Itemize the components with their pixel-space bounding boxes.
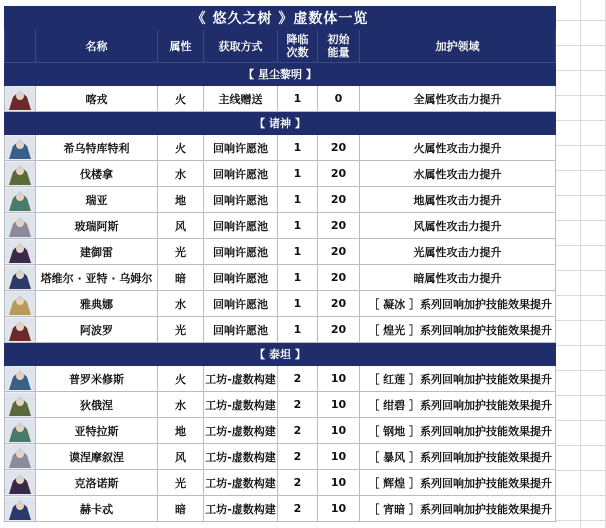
- cell-acquire: 工坊-虚数构建: [204, 470, 278, 496]
- cell-domain: ［ 钢地 ］系列回响加护技能效果提升: [360, 418, 556, 444]
- cell-acquire: 工坊-虚数构建: [204, 496, 278, 522]
- cell-domain: ［ 宵暗 ］系列回响加护技能效果提升: [360, 496, 556, 522]
- table-row: [5, 291, 556, 317]
- cell-name: 雅典娜: [36, 291, 158, 317]
- cell-name: 喀戎: [36, 86, 158, 112]
- cell-energy: 20: [318, 239, 360, 265]
- cell-acquire: 主线赠送: [204, 86, 278, 112]
- table-row: [5, 392, 556, 418]
- section-label: 【 星尘黎明 】: [5, 63, 556, 86]
- cell-domain: 暗属性攻击力提升: [360, 265, 556, 291]
- sheet-gridline: [556, 320, 606, 321]
- cell-acquire: 回响许愿池: [204, 239, 278, 265]
- character-portrait-icon: [5, 419, 35, 442]
- sheet-gridline: [556, 245, 606, 246]
- cell-name: 伐楼拿: [36, 161, 158, 187]
- table-row: [5, 135, 556, 161]
- cell-descend: 2: [278, 418, 318, 444]
- cell-acquire: 回响许愿池: [204, 213, 278, 239]
- cell-name: 玻瑞阿斯: [36, 213, 158, 239]
- cell-attribute: 水: [158, 291, 204, 317]
- cell-energy: 10: [318, 418, 360, 444]
- avatar: [5, 496, 36, 522]
- cell-attribute: 光: [158, 317, 204, 343]
- character-portrait-icon: [5, 471, 35, 494]
- cell-attribute: 暗: [158, 265, 204, 291]
- cell-acquire: 工坊-虚数构建: [204, 392, 278, 418]
- cell-domain: ［ 暴风 ］系列回响加护技能效果提升: [360, 444, 556, 470]
- cell-name: 亚特拉斯: [36, 418, 158, 444]
- cell-descend: 1: [278, 161, 318, 187]
- avatar: [5, 265, 36, 291]
- cell-acquire: 回响许愿池: [204, 161, 278, 187]
- sheet-gridline: [556, 20, 606, 21]
- avatar: [5, 291, 36, 317]
- table-row: [5, 86, 556, 112]
- avatar: [5, 135, 36, 161]
- sheet-gridline: [556, 420, 606, 421]
- sheet-gridline: [580, 0, 581, 528]
- avatar: [5, 392, 36, 418]
- section-row: [5, 63, 556, 86]
- cell-energy: 20: [318, 317, 360, 343]
- cell-descend: 2: [278, 392, 318, 418]
- cell-domain: 全属性攻击力提升: [360, 86, 556, 112]
- header-avatar: [5, 30, 36, 63]
- cell-name: 狄俄涅: [36, 392, 158, 418]
- cell-domain: 火属性攻击力提升: [360, 135, 556, 161]
- avatar: [5, 418, 36, 444]
- character-portrait-icon: [5, 214, 35, 237]
- cell-descend: 1: [278, 187, 318, 213]
- avatar: [5, 470, 36, 496]
- sheet-gridline: [556, 495, 606, 496]
- avatar: [5, 444, 36, 470]
- table-row: [5, 366, 556, 392]
- cell-energy: 10: [318, 496, 360, 522]
- sheet-gridline: [556, 145, 606, 146]
- cell-descend: 2: [278, 470, 318, 496]
- cell-descend: 1: [278, 213, 318, 239]
- cell-name: 克洛诺斯: [36, 470, 158, 496]
- cell-domain: 光属性攻击力提升: [360, 239, 556, 265]
- cell-name: 塔维尔 · 亚特 · 乌姆尔: [36, 265, 158, 291]
- cell-attribute: 火: [158, 366, 204, 392]
- cell-acquire: 回响许愿池: [204, 291, 278, 317]
- character-portrait-icon: [5, 136, 35, 159]
- cell-descend: 1: [278, 265, 318, 291]
- title-row: [5, 7, 556, 30]
- cell-domain: 水属性攻击力提升: [360, 161, 556, 187]
- header-attribute: 属性: [158, 30, 204, 63]
- cell-domain: ［ 绀碧 ］系列回响加护技能效果提升: [360, 392, 556, 418]
- cell-descend: 1: [278, 239, 318, 265]
- cell-domain: ［ 凝冰 ］系列回响加护技能效果提升: [360, 291, 556, 317]
- cell-energy: 0: [318, 86, 360, 112]
- cell-attribute: 风: [158, 213, 204, 239]
- sheet-gridline: [556, 345, 606, 346]
- cell-name: 阿波罗: [36, 317, 158, 343]
- sheet-gridline: [556, 520, 606, 521]
- cell-energy: 10: [318, 392, 360, 418]
- cell-energy: 10: [318, 470, 360, 496]
- table-row: [5, 239, 556, 265]
- sheet-gridline: [556, 395, 606, 396]
- header-descend: 降临次数: [278, 30, 318, 63]
- cell-energy: 10: [318, 444, 360, 470]
- sheet-gridline: [556, 95, 606, 96]
- sheet-gridline: [556, 445, 606, 446]
- cell-descend: 1: [278, 86, 318, 112]
- avatar: [5, 317, 36, 343]
- cell-energy: 20: [318, 213, 360, 239]
- cell-energy: 20: [318, 161, 360, 187]
- cell-domain: 风属性攻击力提升: [360, 213, 556, 239]
- cell-acquire: 回响许愿池: [204, 317, 278, 343]
- cell-energy: 20: [318, 265, 360, 291]
- sheet-gridline: [556, 45, 606, 46]
- avatar: [5, 187, 36, 213]
- cell-attribute: 暗: [158, 496, 204, 522]
- avatar: [5, 239, 36, 265]
- avatar: [5, 161, 36, 187]
- cell-descend: 1: [278, 135, 318, 161]
- sheet-gridline: [556, 70, 606, 71]
- cell-acquire: 回响许愿池: [204, 135, 278, 161]
- sheet-gridline: [556, 370, 606, 371]
- character-portrait-icon: [5, 188, 35, 211]
- cell-attribute: 火: [158, 135, 204, 161]
- cell-energy: 10: [318, 366, 360, 392]
- cell-name: 赫卡忒: [36, 496, 158, 522]
- table-row: [5, 213, 556, 239]
- header-acquire: 获取方式: [204, 30, 278, 63]
- cell-descend: 2: [278, 366, 318, 392]
- section-row: [5, 343, 556, 366]
- table-row: [5, 444, 556, 470]
- section-row: [5, 112, 556, 135]
- sheet-gridline: [556, 170, 606, 171]
- cell-energy: 20: [318, 291, 360, 317]
- imaginary-body-table: [4, 6, 556, 522]
- section-label: 【 泰坦 】: [5, 343, 556, 366]
- cell-attribute: 光: [158, 239, 204, 265]
- cell-acquire: 工坊-虚数构建: [204, 366, 278, 392]
- cell-domain: 地属性攻击力提升: [360, 187, 556, 213]
- sheet-gridline: [556, 220, 606, 221]
- cell-name: 谟涅摩叙涅: [36, 444, 158, 470]
- cell-attribute: 水: [158, 161, 204, 187]
- table-row: [5, 317, 556, 343]
- cell-acquire: 工坊-虚数构建: [204, 444, 278, 470]
- character-portrait-icon: [5, 445, 35, 468]
- sheet-gridline: [556, 295, 606, 296]
- section-label: 【 诸神 】: [5, 112, 556, 135]
- cell-descend: 2: [278, 496, 318, 522]
- header-energy: 初始能量: [318, 30, 360, 63]
- cell-domain: ［ 红莲 ］系列回响加护技能效果提升: [360, 366, 556, 392]
- header-domain: 加护领域: [360, 30, 556, 63]
- character-portrait-icon: [5, 393, 35, 416]
- character-portrait-icon: [5, 162, 35, 185]
- character-portrait-icon: [5, 87, 35, 110]
- header-row: [5, 30, 556, 63]
- character-portrait-icon: [5, 367, 35, 390]
- avatar: [5, 366, 36, 392]
- sheet-gridline: [556, 270, 606, 271]
- cell-name: 普罗米修斯: [36, 366, 158, 392]
- table-row: [5, 418, 556, 444]
- cell-domain: ［ 煌光 ］系列回响加护技能效果提升: [360, 317, 556, 343]
- cell-acquire: 回响许愿池: [204, 265, 278, 291]
- sheet-gridline: [556, 120, 606, 121]
- character-portrait-icon: [5, 292, 35, 315]
- character-portrait-icon: [5, 266, 35, 289]
- character-portrait-icon: [5, 240, 35, 263]
- cell-descend: 2: [278, 444, 318, 470]
- cell-descend: 1: [278, 291, 318, 317]
- cell-attribute: 风: [158, 444, 204, 470]
- cell-domain: ［ 辉煌 ］系列回响加护技能效果提升: [360, 470, 556, 496]
- table-row: [5, 161, 556, 187]
- cell-attribute: 光: [158, 470, 204, 496]
- sheet-gridline: [556, 470, 606, 471]
- table-row: [5, 265, 556, 291]
- cell-energy: 20: [318, 187, 360, 213]
- cell-energy: 20: [318, 135, 360, 161]
- cell-name: 希乌特库特利: [36, 135, 158, 161]
- cell-name: 瑞亚: [36, 187, 158, 213]
- sheet-gridline: [556, 195, 606, 196]
- cell-descend: 1: [278, 317, 318, 343]
- cell-attribute: 火: [158, 86, 204, 112]
- avatar: [5, 213, 36, 239]
- character-portrait-icon: [5, 497, 35, 520]
- table-row: [5, 470, 556, 496]
- cell-acquire: 回响许愿池: [204, 187, 278, 213]
- table-row: [5, 496, 556, 522]
- cell-name: 建御雷: [36, 239, 158, 265]
- cell-attribute: 地: [158, 418, 204, 444]
- avatar: [5, 86, 36, 112]
- cell-acquire: 工坊-虚数构建: [204, 418, 278, 444]
- table-title: 《 悠久之树 》虚数体一览: [5, 7, 556, 30]
- cell-attribute: 地: [158, 187, 204, 213]
- header-name: 名称: [36, 30, 158, 63]
- cell-attribute: 水: [158, 392, 204, 418]
- character-portrait-icon: [5, 318, 35, 341]
- table-row: [5, 187, 556, 213]
